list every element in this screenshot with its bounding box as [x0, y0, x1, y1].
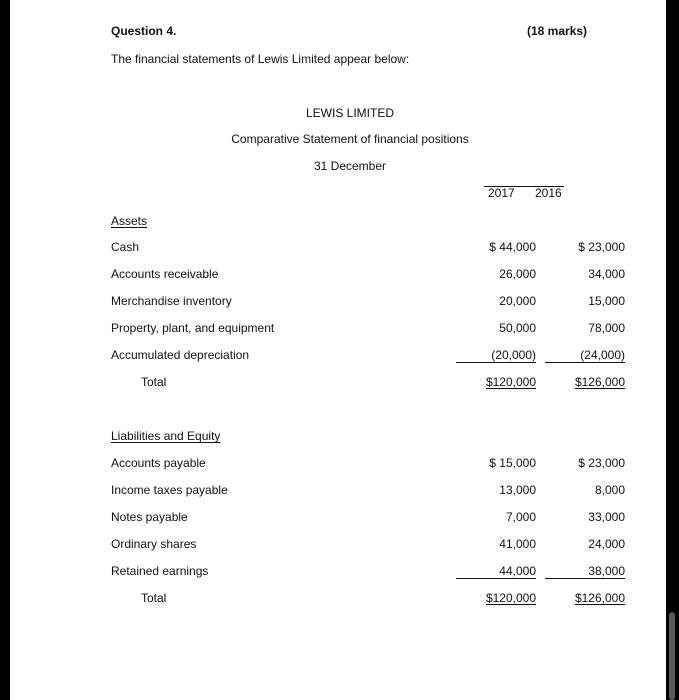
- document-page: [10, 0, 666, 700]
- value-2016: $ 23,000: [578, 240, 625, 254]
- value-2017: 44,000: [456, 564, 536, 579]
- row-label: Cash: [111, 240, 140, 254]
- statement-name: Comparative Statement of financial positions: [231, 132, 469, 146]
- value-2017: (20,000): [456, 348, 536, 363]
- liabilities-heading: Liabilities and Equity: [111, 429, 221, 443]
- row-label: Property, plant, and equipment: [111, 321, 275, 335]
- value-2016: 34,000: [588, 267, 625, 281]
- value-2016: 33,000: [588, 510, 625, 524]
- row-label: Accounts payable: [111, 456, 206, 470]
- total-2016: $126,000: [574, 591, 625, 605]
- value-2016: 24,000: [588, 537, 625, 551]
- value-2016: 8,000: [594, 483, 625, 497]
- total-2017: $120,000: [485, 591, 536, 605]
- row-label: Retained earnings: [111, 564, 209, 578]
- row-label: Income taxes payable: [111, 483, 228, 497]
- row-label: Merchandise inventory: [111, 294, 232, 308]
- total-label: Total: [141, 591, 167, 605]
- value-2017: 7,000: [505, 510, 536, 524]
- row-label: Accounts receivable: [111, 267, 219, 281]
- value-2016: 78,000: [588, 321, 625, 335]
- value-2017: 26,000: [499, 267, 536, 281]
- total-2017: $120,000: [485, 375, 536, 389]
- value-2016: (24,000): [545, 348, 625, 363]
- assets-heading: Assets: [111, 214, 148, 228]
- total-2016: $126,000: [574, 375, 625, 389]
- value-2017: 13,000: [499, 483, 536, 497]
- value-2017: 41,000: [499, 537, 536, 551]
- value-2016: 15,000: [588, 294, 625, 308]
- intro-text: The financial statements of Lewis Limited appear below:: [111, 52, 410, 66]
- value-2017: $ 15,000: [489, 456, 536, 470]
- year-2016: 2016: [535, 186, 562, 200]
- value-2016: 38,000: [545, 564, 625, 579]
- value-2017: 50,000: [499, 321, 536, 335]
- company-name: LEWIS LIMITED: [305, 106, 394, 120]
- total-label: Total: [141, 375, 167, 389]
- statement-date: 31 December: [313, 159, 387, 173]
- value-2016: $ 23,000: [578, 456, 625, 470]
- value-2017: 20,000: [499, 294, 536, 308]
- value-2017: $ 44,000: [489, 240, 536, 254]
- year-2017: 2017: [488, 186, 515, 200]
- row-label: Accumulated depreciation: [111, 348, 250, 362]
- row-label: Ordinary shares: [111, 537, 197, 551]
- row-label: Notes payable: [111, 510, 188, 524]
- scrollbar-thumb[interactable]: [669, 612, 675, 700]
- question-title: Question 4.: [111, 24, 177, 38]
- question-marks: (18 marks): [527, 24, 588, 38]
- year-header: [484, 186, 564, 200]
